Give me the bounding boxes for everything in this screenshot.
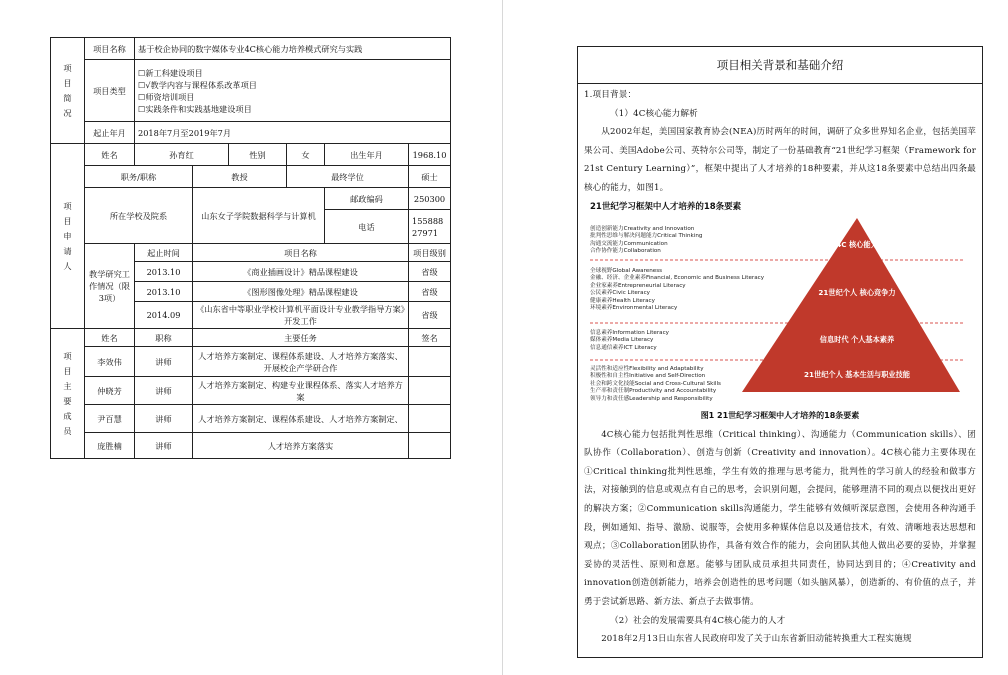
pyramid-level-label: 21世纪个人 核心竞争力: [818, 287, 896, 297]
research-time: 2014.09: [135, 302, 193, 329]
factor-item: 信息通信素养ICT Literacy: [590, 344, 657, 351]
subheading-4c: （1）4C核心能力解析: [610, 108, 698, 119]
section-members-label: 项目主要成员: [51, 329, 85, 459]
background-frame: [577, 46, 983, 658]
birth-label: 出生年月: [325, 144, 409, 166]
phone-value: 15588827971: [409, 210, 451, 244]
factor-item: 健康素养Health Literacy: [590, 297, 655, 304]
project-type-list: [135, 60, 451, 122]
member-name: 庞胜楠: [85, 433, 135, 459]
page-title: 项目相关背景和基础介绍: [578, 47, 982, 84]
section-applicant-label: 项目申请人: [51, 144, 85, 329]
research-level-header: 项目级别: [409, 244, 451, 262]
pyramid-level-label: 21世纪个人 基本生活与职业技能: [804, 369, 910, 379]
gender-value: 女: [287, 144, 325, 166]
factor-item: 合作协作能力Collaboration: [590, 248, 661, 255]
factor-item: 生产率和责任制Productivity and Accountability: [590, 388, 717, 395]
form-page: [0, 0, 503, 675]
name-label: 姓名: [85, 144, 135, 166]
member-name: 尹百慧: [85, 405, 135, 433]
project-type-option[interactable]: ☐实践条件和实践基地建设项目: [138, 103, 252, 114]
group-life-career-skills: [590, 366, 721, 404]
factor-item: 社会和跨文化技能Social and Cross-Cultural Skills: [590, 380, 721, 387]
project-name-value: 基于校企协同的数字媒体专业4C核心能力培养模式研究与实践: [135, 38, 451, 60]
research-time: 2013.10: [135, 262, 193, 282]
project-type-option[interactable]: ☐师资培训项目: [138, 91, 195, 102]
member-task-header: 主要任务: [193, 329, 409, 347]
group-information-literacy: [590, 330, 669, 353]
research-level: 省级: [409, 282, 451, 302]
member-row: [51, 405, 451, 433]
degree-label: 最终学位: [287, 166, 409, 188]
member-sign: [409, 433, 451, 459]
member-task: 人才培养方案制定、课程体系建设、人才培养方案制定、: [193, 405, 409, 433]
member-row: [51, 433, 451, 459]
member-title: 讲师: [135, 377, 193, 405]
gender-label: 性别: [229, 144, 287, 166]
member-sign: [409, 347, 451, 377]
postcode-label: 邮政编码: [325, 188, 409, 210]
factor-item: 积极性和自主性Initiative and Self-Direction: [590, 373, 706, 380]
member-name: 李效伟: [85, 347, 135, 377]
factor-item: 全球视野Global Awareness: [590, 267, 663, 274]
member-sign: [409, 405, 451, 433]
phone-label: 电话: [325, 210, 409, 244]
degree-value: 硕士: [409, 166, 451, 188]
research-label: 教学研究工作情况（限3项）: [85, 244, 135, 329]
body-text: [578, 426, 982, 649]
name-value: 孙育红: [135, 144, 229, 166]
intro-text: [578, 84, 982, 198]
research-level: 省级: [409, 262, 451, 282]
member-sign: [409, 377, 451, 405]
research-time-header: 起止时间: [135, 244, 193, 262]
figure-4c-framework: [584, 198, 976, 426]
project-type-label: 项目类型: [85, 60, 135, 122]
member-title: 讲师: [135, 347, 193, 377]
research-name: 《商业插画设计》精品课程建设: [193, 262, 409, 282]
factor-item: 信息素养Information Literacy: [590, 329, 669, 336]
paragraph: 2018年2月13日山东省人民政府印发了关于山东省新旧动能转换重大工程实施规: [601, 634, 912, 645]
factor-item: 灵活性和适应性Flexibility and Adaptability: [590, 365, 704, 372]
factor-item: 创造创新能力Creativity and Innovation: [590, 225, 695, 232]
member-title: 讲师: [135, 433, 193, 459]
factor-item: 企业家素养Entrepreneurial Literacy: [590, 282, 686, 289]
paragraph: 4C核心能力包括批判性思维（Critical thinking）、沟通能力（Communication skills）、团队协作（Collaboration）、创造与创新（Creativity and innovation）。4C核心能力主要体现在①Critical thinking批判性思维，学生有效的推理与思考能力，批判性的学习前人的经验和做事方法，对接触到的信息或观点有自己的思考，会识别问题，会提问，能够理清不同的观点以便找出更好的解决方案；②Communication skills沟通能力，学生能够有效倾听深层意图，会使用各种沟通手段，例如通知、指导、激励、说服等，会使用多种媒体信息以及通信技术，有效、清晰地表达思想和观点；③Collaboration团队协作，具备有效合作的能力，会向团队其他人做出必要的妥协，并掌握妥协的灵活性、原则和意愿。能够与团队成员承担共同责任，协同达到目的；④Creativity and innovation创造创新能力，培养会创造性的思考问题（如头脑风暴），创造新的、有价值的点子，并勇于尝试新思路、新方法、新点子去做事情。: [584, 429, 976, 607]
job-title-label: 职务/职称: [85, 166, 193, 188]
group-core-competency: [590, 268, 764, 313]
member-name: 仲晓芳: [85, 377, 135, 405]
project-type-option[interactable]: ☐新工科建设项目: [138, 67, 203, 78]
member-title-header: 职称: [135, 329, 193, 347]
research-name-header: 项目名称: [193, 244, 409, 262]
school-value: 山东女子学院数据科学与计算机: [193, 188, 325, 244]
pyramid-level-label: 4C 核心能力: [836, 239, 878, 249]
research-name: 《山东省中等职业学校计算机平面设计专业教学指导方案》开发工作: [193, 302, 409, 329]
factor-item: 批判性思维与解决问题能力Critical Thinking: [590, 233, 703, 240]
research-time: 2013.10: [135, 282, 193, 302]
group-4c: [590, 226, 702, 256]
period-label: 起止年月: [85, 122, 135, 144]
member-row: [51, 377, 451, 405]
factor-item: 媒体素养Media Literacy: [590, 337, 654, 344]
member-title: 讲师: [135, 405, 193, 433]
subheading-demand: （2）社会的发展需要具有4C核心能力的人才: [610, 615, 786, 626]
member-sign-header: 签名: [409, 329, 451, 347]
project-type-option[interactable]: ☐√教学内容与课程体系改革项目: [138, 79, 257, 90]
member-task: 人才培养方案制定、构建专业课程体系、落实人才培养方案: [193, 377, 409, 405]
member-task: 人才培养方案制定、课程体系建设、人才培养方案落实、开展校企产学研合作: [193, 347, 409, 377]
pyramid-level-label: 信息时代 个人基本素养: [819, 334, 895, 344]
member-row: [51, 347, 451, 377]
birth-value: 1968.10: [409, 144, 451, 166]
school-label: 所在学校及院系: [85, 188, 193, 244]
figure-title: 21世纪学习框架中人才培养的18条要素: [590, 201, 742, 212]
research-name: 《图形图像处理》精品课程建设: [193, 282, 409, 302]
postcode-value: 250300: [409, 188, 451, 210]
member-task: 人才培养方案落实: [193, 433, 409, 459]
section-heading: 1.项目背景：: [584, 90, 637, 100]
section-overview-label: 项目简况: [51, 38, 85, 144]
figure-caption: 图1 21世纪学习框架中人才培养的18条要素: [700, 410, 860, 420]
job-title-value: 教授: [193, 166, 287, 188]
project-name-label: 项目名称: [85, 38, 135, 60]
application-form-table: [50, 37, 451, 459]
period-value: 2018年7月至2019年7月: [135, 122, 451, 144]
member-name-header: 姓名: [85, 329, 135, 347]
paragraph: 从2002年起，美国国家教育协会(NEA)历时两年的时间，调研了众多世界知名企业，包括美国苹果公司、美国Adobe公司、英特尔公司等，制定了一份基础教育“21世纪学习框架（Framework for 21st Century Learning）”，框架中提出了人才培养的18种要素，并从这18条要素中总结出四条最核心的能力，如图1。: [584, 127, 976, 193]
factor-item: 领导力和责任感Leadership and Responsibility: [590, 395, 713, 402]
factor-item: 环境素养Environmental Literacy: [590, 305, 678, 312]
factor-item: 沟通交流能力Communication: [590, 240, 668, 247]
research-level: 省级: [409, 302, 451, 329]
factor-item: 公民素养Civic Literacy: [590, 290, 650, 297]
factor-item: 金融、经济、企业素养Financial, Economic and Business Literacy: [590, 275, 765, 282]
